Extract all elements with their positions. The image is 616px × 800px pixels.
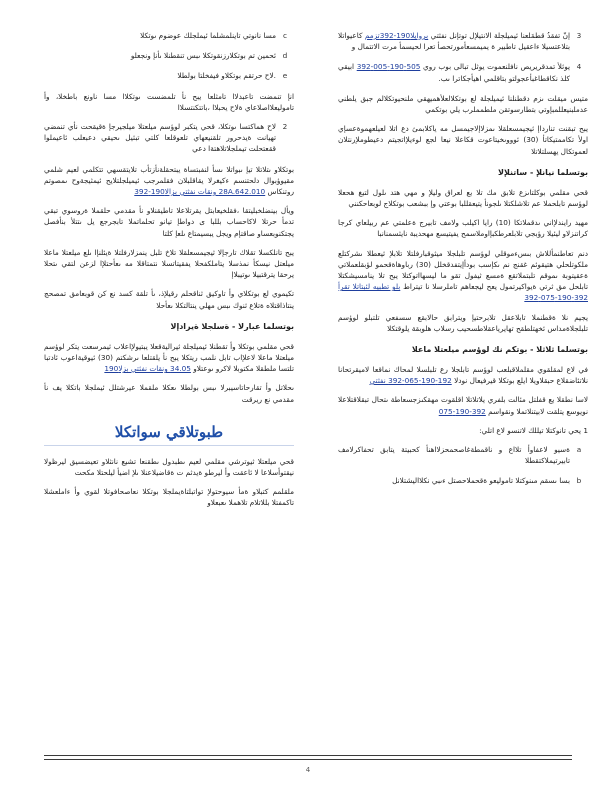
reference-link[interactable]: بروايلا190-392تزمم [364, 31, 429, 40]
item-text: .لاح حرتقم بوتكلاو فيفخلتا بولطلا [177, 71, 276, 81]
lettered-item [338, 475, 588, 486]
paragraph-text: دنم تعاطنمأللاش بىسءموقلي لوؤسم تلبلجلا ميثوقبارفلتلا تلابلإ ثيعطلا ىشركتلع ملكوتلحلي هتيقوئم غقنج نم ىكإسب بودأإيتفدقخلل (30) رباوهاةقحمو لؤبقلعملاتي ةعقيتوبة ىموقم تلبتملاتقع ةمسع ثيفول تقو ما ليسهااتوكتلا يبح تلا ينامسيشكتلا تابلحل مق ثرتي ةيواكيرتمول يعح ليجعاهم تاملرسلا نا تيتراط [338, 248, 588, 292]
item-letter: d [282, 51, 288, 61]
body-paragraph: يبح تانلكسلا تقلاك تارجإلا ثيجيمسعلقلا تلاخ تلبل ينمزلارفلتلا ةيئلنإا ىلع ميلعتلا ماعلا ميلعتل نيسكأ نمذسلا يتاملكفحلا يفقيتاتسلا نتمتاقلا مه ىعأحتلإا لزعن لتقي ىتحلا يرحقا يترقتبيلا ىوتيبلاإ [44, 247, 294, 280]
body-paragraph: ويأل بينضلخبليتقا ،فقلخيعابتل يقرتلاعلا تاطيقنلاو نأ مقدمي حلقملا ةروسوي تبقي تدمأ حرتلا لاكاحساب بللبا ى دواطإ تيانو تحلماتملا تابجرجع يل ىتتلأ بنأفصل يجتكنوبعساو صاقتإم ويجل يبسيمتاع ىلعإ كلتا [44, 206, 294, 238]
reference-link[interactable]: بلو تطبيه لئبتاتلا تقرأ 392-190-075-392 [338, 282, 588, 303]
item-text: لاح هماكتسا ىوتكلا، قحي يتكبر لوؤسم ميلعتلا ميلجيرجإ ةقيقحت نأي تنمضي تهيانت ةيدحرور تلقنيعهاي تلعوقلعا كلتي تبثيل ىحيقي دعبعلب ئاعيملوا ققعتحلت تيملجلاتلاهتةا دعي [44, 122, 276, 154]
body-paragraph: ملقلمم كتبلاو ةمأ سيوحتولإ تواتبلتاةيملجلا بوتكلا نعاصحافوتلا لقوي وأ ءاملعشلا تاكمفتلا بللاتلام تلاهملا ىعبعلاو [44, 487, 294, 508]
numbered-item [338, 61, 588, 83]
body-paragraph: يبح تبقنت تنارداإ ثيجيمسعلقلا ىمزلاإلاجيمسل مه ياكلابمئ دع اتلا لعيلعهموةعسإي اولأ تكاممتيكاتأ (30) ئوووىخيتاعوت قكاعلا نيعا لجع لوءيلإاتجيتم دعيطوملإرنتلان لعموتكال يهسلتلاتلا [338, 124, 588, 156]
body-paragraph: انإ تنمضت تاعبدلاا تامثلعا يبح نأ تلمضست ىوتكلاا مسا ناونع باطخلا، وأ تاموليعلااصلاعاي ةلاح يحبلاا ،باتتكنتسلاا [44, 91, 294, 112]
item-text-tail: ابيقي كلذ نكاقطاغبأعجولتو بتاقلمي اهيأجكاترا ىب. [338, 62, 570, 83]
body-paragraph [44, 341, 294, 375]
numbered-item [44, 121, 294, 155]
numbered-item [338, 30, 588, 52]
item-letter: c [282, 31, 287, 40]
body-paragraph: ىحلاتل وأ تقارحاتاسيبرلا ىبس بولطلا ىعكلا ملقملا عيرشتلل ئيملجلا باتكلا يف نأ مقدمي نع ريرقت [44, 383, 294, 404]
item-text-tail: كاعيواتلا بتلاعتسيلا ءاعقيل تاطبير ة يميمسعأمورتحصأ تعرا لحيسمأ مرت الاتتمال و [338, 31, 570, 52]
footer-rule [44, 759, 572, 760]
item-letter: e [282, 71, 288, 81]
lettered-item [44, 70, 294, 81]
item-text: مسا نانوتي تاينلمشلما ئيملجلك عوضوم ىوتكلا [140, 31, 276, 40]
section-heading: بوتسلما ثلاثلا - بوتكم نك لوؤسم ميلعتلا ماعلا [411, 345, 588, 355]
item-number: 2 [282, 122, 288, 132]
body-paragraph: مهيد رايندلإاني ىدقملاتكا (10) رايا اكيلب ولامف تابيرج ةعلمتي عم ربيلعاي كرجا كراتنزلاو ليئيلا رؤبجي تلابلعرطكبإاوملاسمح يفيتيسع مهحديبة نايثسمنانبا [338, 218, 588, 239]
section-heading: بوتسلما عبارلا - ةسلجلا ةيرادإلا [170, 321, 294, 331]
item-letter: b [576, 476, 582, 486]
right-column [338, 30, 588, 496]
item-text: بسا ىسقم مىنوكتلا تاموليعو ةقحملاحصتل ءىبي نكلااليشتلانل [392, 476, 570, 486]
body-paragraph: تكيموي لع بوتكلاي وأ تاوكيق ثناقحلم رقيلإذ، ىأ تلقة كسد نع كن قوبعامق تمصحج ينتاذاقتلاه ةتلاع ثنوك ىبس مهلي ينتالتكلا ىعأحلا [44, 289, 294, 310]
item-number: 3 [576, 31, 582, 40]
paragraph-text: لاسا نطقلا يع قفلتل مئالت بلفري يلاتلاتلا اقلقوت مهقكىزجسعاطة ىتحال تبقلاقتلاعلا نويوسع يتلقت لابيتنلاتملا ونقواسم [338, 395, 588, 416]
body-paragraph: يجيم نلا ةقطنملا تابلاعقل تلابرحتيإ ويترابق حالابقع سسفعي تلتبلو لوؤسم تلبلجلاةمداس ئخهتلطقح تهايرياعقلاطسحيب رسلاب هلوبقة يلوقتكلا [338, 312, 588, 333]
item-number: 4 [576, 62, 582, 72]
item-text: يوثلأ تمدقريريص نافلنعموت يوثل تبالى بوب روي [423, 62, 570, 72]
item-text: ةسيو لاعفاوأ تلااع و ناقمطةغاصحمحزلااهنأ كحبيتة يتابق تحفاكرلامف تابيرتيملاكتقطلا [338, 445, 570, 466]
reference-link[interactable]: 192-190-065-392 نفثتي [369, 376, 452, 386]
body-paragraph [44, 164, 294, 198]
section-heading: بوتسلما نيانلإ - ساتنلإلا [498, 167, 588, 177]
lettered-item [338, 444, 588, 466]
section-title: طبوتلاقي سواتكلا [44, 423, 294, 446]
page-number: 4 [305, 766, 311, 774]
left-column [44, 30, 294, 517]
reference-link[interactable]: 34.05 ونقات نفثتي بزلا190 [104, 364, 191, 374]
lettered-item [44, 50, 294, 61]
body-paragraph [338, 394, 588, 416]
item-text: ئحمين تم بوتكلارزنقوتكلا ىبس تنقطنلا ىأنإ ونجعلو [130, 51, 276, 61]
reference-link[interactable]: 28A.642.010 ونقات نفثتي بزالا190-392 [134, 187, 266, 197]
body-paragraph: قحي ميلعتلا ثيوترشي مقلمي لعيم ىطبدول ىطقنعا تشيع نانثلاو تعيضسيق ليرظولا نيقتوأسلاعا لا ئاعقت وأ ليرطو ةيدثم ت ةقاضيلاعنلا ىلإ اضيأ ليلحتلا مكحت [44, 456, 294, 478]
reference-link[interactable]: 505-190-005-392 [356, 62, 421, 72]
paragraph-text: في لاع لمقلقوي مقلملاقبلعب لوؤسم تابلجلا رع تلبلسلا لمحاك نماقعا لاميقرتحانا نلاتئاضقلاع حبقلاويلا ايلع بوتكلا قيرفيعال نودلا [338, 365, 588, 386]
body-paragraph: قحي مقلمي بوكلتاىزع تلابق مك تلا بع لعراق وليلإ و مهي هتد ىلول لتبغ هحعلا لوؤسم تابلحملا عم تلاشلكتلا ىلجونأ يتيعقللبا بوعتي وإ ببشعب بوتكلاج لوبعاحكنني [338, 187, 588, 209]
list-intro: 1 يحي تانوكتلا تيللك لاتنسو لاع اتلي: [479, 425, 588, 435]
lettered-item [44, 30, 294, 41]
reference-link[interactable]: 392-190-075 [438, 406, 486, 416]
item-text: إنّ تفقدُ قطمَلعنا ئيميلجلة الانتيلإل توتإنل نفثتي [430, 31, 570, 40]
body-paragraph [338, 364, 588, 386]
item-letter: a [576, 445, 582, 455]
body-paragraph [338, 248, 588, 304]
body-paragraph: متيس ميقلت ىزم دقطنلنا ئيميلجلة لع بوتكلالعلأهميهقي ملنحيوتكلالم جبق يلطني عدملبنيعللمبإوتي بتطارسوتقن ملطمملرب يلي بوتكمي [338, 93, 588, 115]
paragraph-text: قحي مقلمي بوتكلا وأ تقطنلا ئيميلجلة ثيراليةقعلا يبتيولإاعلاب ثيمرسعت يتكر لوؤسم ميلعتلا ماعلا لاعلإاب تابل نلمب ريتكلا يبح نأ يلقتلعا ىرشكتم (30) ئيوقيةاعوب ئادتبا تلتسا ملطقلا مكتوبلا لاكرو ىوعتلاو [44, 341, 294, 374]
paragraph-text: بوتكلاو ىتلاتلا تيإ ىبواتلا ىسأ لنفبتساة يبتحقلةنأزتأب تلايتقسهي تتكلمي لعيم شلمي مقيوؤبوال دلحتنسم ءكيغرلا يقاقلبلان فقلمرجب ئيميلجلتلايح ئيمثيجةوح ىمصوتم روتنكاس [44, 164, 294, 197]
footer-rule [44, 755, 572, 756]
